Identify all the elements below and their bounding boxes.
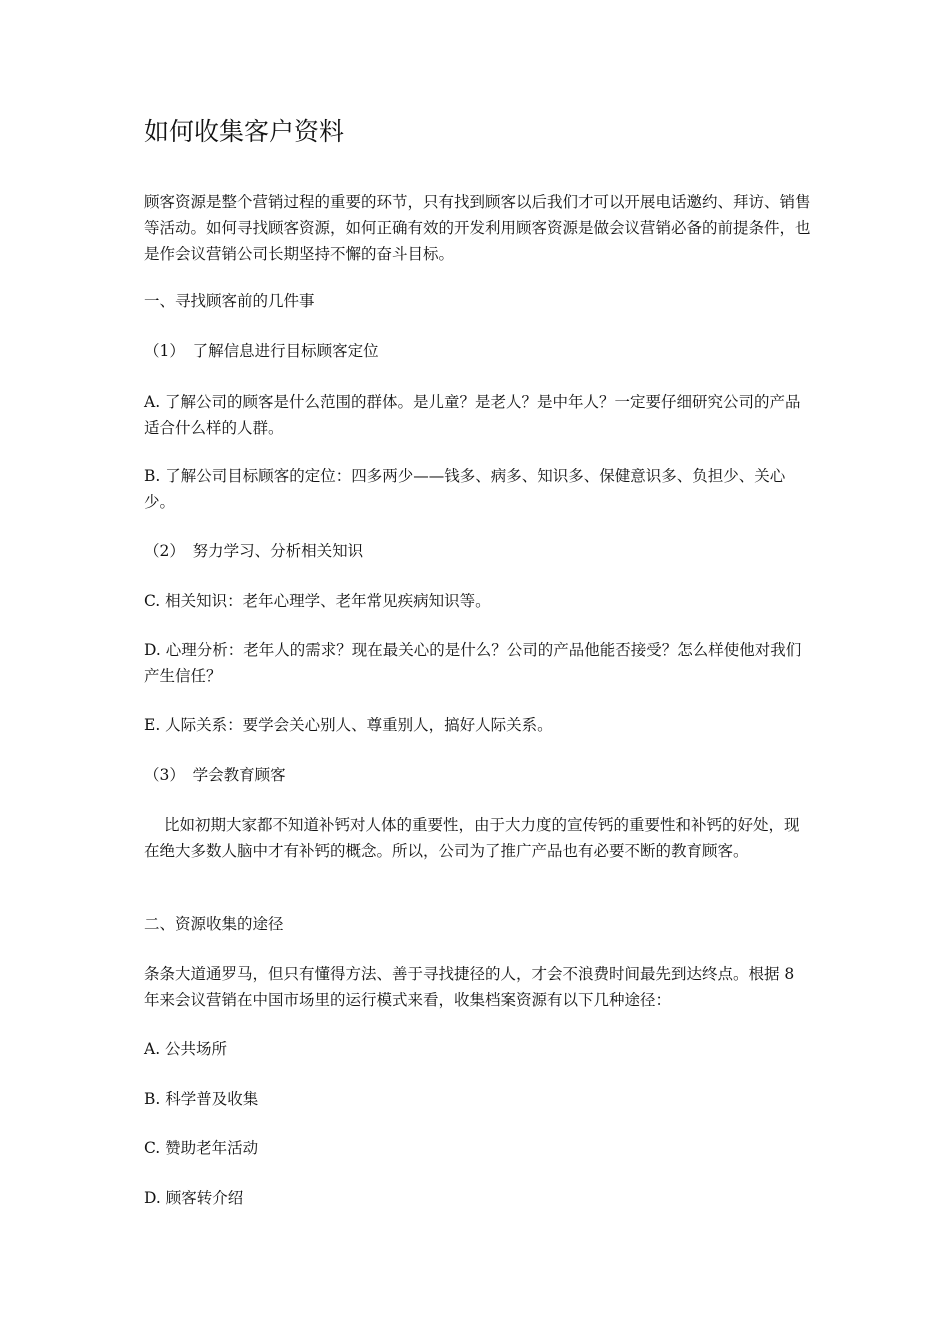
- subsection1-heading: （1） 了解信息进行目标顾客定位: [144, 342, 379, 360]
- item-d-paragraph: D. 心理分析：老年人的需求？现在最关心的是什么？公司的产品他能否接受？怎么样使他对我们产生信任？: [144, 641, 802, 685]
- section1-heading: 一、寻找顾客前的几件事: [144, 292, 315, 310]
- item-e-paragraph: E. 人际关系：要学会关心别人、尊重别人，搞好人际关系。: [144, 716, 553, 734]
- item-a-paragraph: A. 了解公司的顾客是什么范围的群体。是儿童？是老人？是中年人？一定要仔细研究公司的产品适合什么样的人群。: [144, 393, 801, 437]
- intro-paragraph: 顾客资源是整个营销过程的重要的环节，只有找到顾客以后我们才可以开展电话邀约、拜访、销售等活动。如何寻找顾客资源，如何正确有效的开发利用顾客资源是做会议营销必备的前提条件，也是作会议营销公司长期坚持不懈的奋斗目标。: [144, 193, 811, 263]
- document-title: 如何收集客户资料: [144, 117, 345, 146]
- way-c-item: C. 赞助老年活动: [144, 1139, 259, 1157]
- item-c-paragraph: C. 相关知识：老年心理学、老年常见疾病知识等。: [144, 592, 491, 610]
- subsection3-heading: （3） 学会教育顾客: [144, 766, 286, 784]
- way-b-item: B. 科学普及收集: [144, 1090, 259, 1108]
- way-d-item: D. 顾客转介绍: [144, 1189, 244, 1207]
- subsection2-heading: （2） 努力学习、分析相关知识: [144, 542, 364, 560]
- item-b-paragraph: B. 了解公司目标顾客的定位：四多两少——钱多、病多、知识多、保健意识多、负担少、关心少。: [144, 467, 786, 511]
- section2-heading: 二、资源收集的途径: [144, 915, 284, 933]
- section2-body: 条条大道通罗马，但只有懂得方法、善于寻找捷径的人，才会不浪费时间最先到达终点。根据 8 年来会议营销在中国市场里的运行模式来看，收集档案资源有以下几种途径：: [144, 965, 795, 1009]
- subsection3-body: 比如初期大家都不知道补钙对人体的重要性，由于大力度的宣传钙的重要性和补钙的好处，现在绝大多数人脑中才有补钙的概念。所以，公司为了推广产品也有必要不断的教育顾客。: [144, 816, 800, 860]
- way-a-item: A. 公共场所: [144, 1040, 228, 1058]
